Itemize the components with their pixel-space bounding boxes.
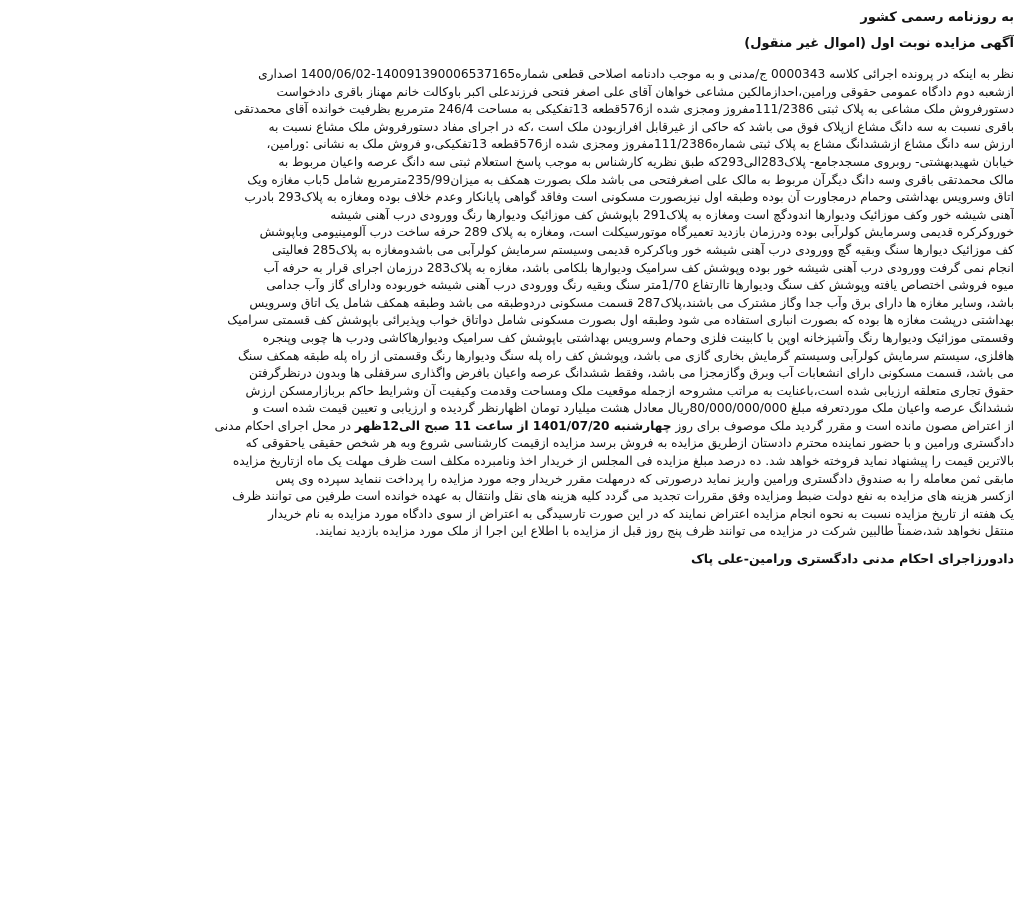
auction-date-time: چهارشنبه 1401/07/20 از ساعت 11 صبح الی12ظهر <box>354 418 672 433</box>
body-line: می باشد، قسمت مسکونی دارای انشعابات آب وبرق وگازمجزا می باشد، وفقط ششدانگ عرصه واعیان بافرض واگذاری سرقفلی ها وبدون درنظرگرفتن <box>249 366 1014 381</box>
notice-body <box>10 66 1014 541</box>
body-line: ششدانگ عرصه واعیان ملک موردتعرفه مبلغ 80/000/000/000ریال معادل هشت میلیارد تومان اظهارنظر گردیده و ارزیابی و تعیین قیمت شده است و <box>252 401 1014 416</box>
body-line: میوه فروشی اختصاص یافته وپوشش کف سنگ ودیوارها تاارتفاع 1/70متر سنگ وبقیه رنگ وورودی درب آهنی شیشه خوربوده ودارای گاز وآب جدامی <box>266 278 1014 293</box>
body-line: منتقل نخواهد شد،ضمناً طالبین شرکت در مزایده می توانند ظرف پنج روز قبل از مزایده با اطلاع این اجرا از ملک مورد مزایده بازدید نمایند. <box>315 524 1014 539</box>
body-line: بهداشتی درپشت مغازه ها بوده که بصورت انباری استفاده می شود وطبقه اول بصورت مسکونی شامل دواتاق خواب وپذیرائی باپوشش کف قسمتی سرامیک <box>227 313 1014 328</box>
body-line: حقوق تجاری متعلقه ارزیابی شده است،باعنایت به مراتب مشروحه ازجمله موقعیت ملک ومساحت وقدمت وکیفیت آن وشرایط حاکم بربازارمسکن ارزش <box>245 383 1014 398</box>
signature: دادورزاجرای احکام مدنی دادگستری ورامین-علی پاک <box>690 551 1014 567</box>
body-line: یک هفته از تاریخ مزایده نسبت به نحوه انجام مزایده اعتراض نمایند که در این صورت تارسیدگی به اعتراض از سوی دادگاه مورد مزایده به نام خریدار <box>268 506 1014 521</box>
notice-title: آگهی مزایده نوبت اول (اموال غیر منقول) <box>744 36 1014 51</box>
body-line: وقسمتی موزائیک ودیوارها رنگ وآشپزخانه اوپن با کابینت فلزی وحمام وسرویس بهداشتی باپوشش کف سرامیک ودیوارهاکاشی ودرب ها چوبی وپنجره <box>262 330 1014 345</box>
body-line: نظر به اینکه در پرونده اجرائی کلاسه 0000343 ج/مدنی و به موجب دادنامه اصلاحی قطعی شماره140091390006537165-1400/06/02 اصداری <box>258 67 1014 81</box>
body-line: ازکسر هزینه های مزایده به نفع دولت ضبط ومزایده وفق مقررات تجدید می گردد کلیه هزینه های نقل وانتقال به عهده خوانده است طرفین می توانند ظرف <box>232 489 1014 504</box>
body-line: بالاترین قیمت را پیشنهاد نماید فروخته خواهد شد. ده درصد مبلغ مزایده فی المجلس از خریدار اخذ ونامبرده مکلف است ظرف مهلت یک ماه ازتاریخ مزایده <box>232 454 1014 469</box>
body-line: انجام نمی گرفت وورودی درب آهنی شیشه خور بوده وپوشش کف سرامیک ودیوارها بلکامی باشد، مغازه به پلاک283 درزمان اجرای قرار به حرفه آب <box>263 260 1014 275</box>
body-line: ازشعبه دوم دادگاه عمومی حقوقی ورامین،احدازمالکین مشاعی خواهان آقای علی اصغر فتحی فرزندعلی اکبر باوکالت خانم مهناز باقری دادخواست <box>276 84 1014 99</box>
body-line: باشد، وسایر مغازه ها دارای برق وآب جدا وگاز مشترک می باشند،پلاک287 قسمت مسکونی دردوطبقه می باشد وطبقه همکف شامل یک اتاق وسرویس <box>249 295 1014 310</box>
body-line: مالک محمدتقی باقری وسه دانگ دیگرآن مربوط به مالک علی اصغرفتحی می باشد ملک بصورت همکف به میزان235/99مترمربع شامل 5باب مغازه ویک <box>247 172 1014 187</box>
body-line: اتاق وسرویس بهداشتی وحمام درمجاورت آن بوده وطبقه اول نیزبصورت مسکونی است وفاقد گواهی پایانکار وعدم خلاف بوده ومغازه به پلاک293 بادرب <box>244 190 1014 205</box>
body-line: خوروکرکره قدیمی وسرمایش کولرآبی بوده ودرزمان بازدید تعمیرگاه موتورسیکلت است، ومغازه به پلاک 289 حرفه ساخت درب آلومینیومی وباپوشش <box>259 225 1014 240</box>
body-line: آهنی شیشه خور وکف موزائیک ودیوارها اندودگچ است ومغازه به پلاک291 باپوشش کف موزائیک ودیوارها رنگ وورودی درب آهنی شیشه <box>330 207 1014 222</box>
body-line: باقری نسبت به سه دانگ مشاع ازپلاک فوق می باشد که حاکی از غیرقابل افرازبودن ملک است ،که در اجرای مفاد دستورفروش ملک مشاع نسبت به <box>268 119 1014 134</box>
body-line: خیابان شهیدبهشتی- روبروی مسجدجامع- پلاک283الی293که طبق نظریه کارشناس به موجب پاسخ استعلام ثبتی سه دانگ عرصه واعیان مربوط به <box>278 154 1014 169</box>
newspaper-line: به روزنامه رسمی کشور <box>860 10 1014 25</box>
body-line: دادگستری ورامین و با حضور نماینده محترم دادستان ازطریق مزایده به فروش برسد مزایده ازقیمت کارشناسی شروع وبه هر شخص حقیقی یاحقوقی که <box>245 436 1014 451</box>
body-line: دستورفروش ملک مشاعی به پلاک ثبتی 111/2386مفروز ومجزی شده از576قطعه 13تفکیکی به مساحت 246/4 مترمربع بظرفیت خوانده آقای محمدتقی <box>234 102 1014 117</box>
body-line: ارزش سه دانگ مشاع ازششدانگ مشاع به پلاک ثبتی شماره111/2386مفروز ومجزی شده از576قطعه 13تفکیکی،و فروش ملک به نشانی :ورامین، <box>266 137 1014 152</box>
date-line-end: در محل اجرای احکام مدنی <box>214 418 355 433</box>
date-line-start: از اعتراض مصون مانده است و مقرر گردید ملک موصوف برای روز <box>671 418 1014 433</box>
body-line: هافلزی، سیستم سرمایش کولرآبی وسیستم گرمایش بخاری گازی می باشد، وپوشش کف راه پله سنگ ودیوارها رنگ وقسمتی از راه پله طبقه همکف سنگ <box>237 348 1014 363</box>
body-line: مابقی ثمن معامله را به صندوق دادگستری ورامین واریز نماید درصورتی که درمهلت مقرر خریدار وجه مورد مزایده را پرداخت ننماید سپرده وی پس <box>275 471 1014 486</box>
auction-date-line <box>10 418 1014 436</box>
body-line: کف موزائیک دیوارها سنگ وبقیه گچ وورودی درب آهنی شیشه خور وباکرکره قدیمی وسیستم سرمایش کولرآبی می باشدومغازه به پلاک285 فعالیتی <box>272 242 1014 257</box>
